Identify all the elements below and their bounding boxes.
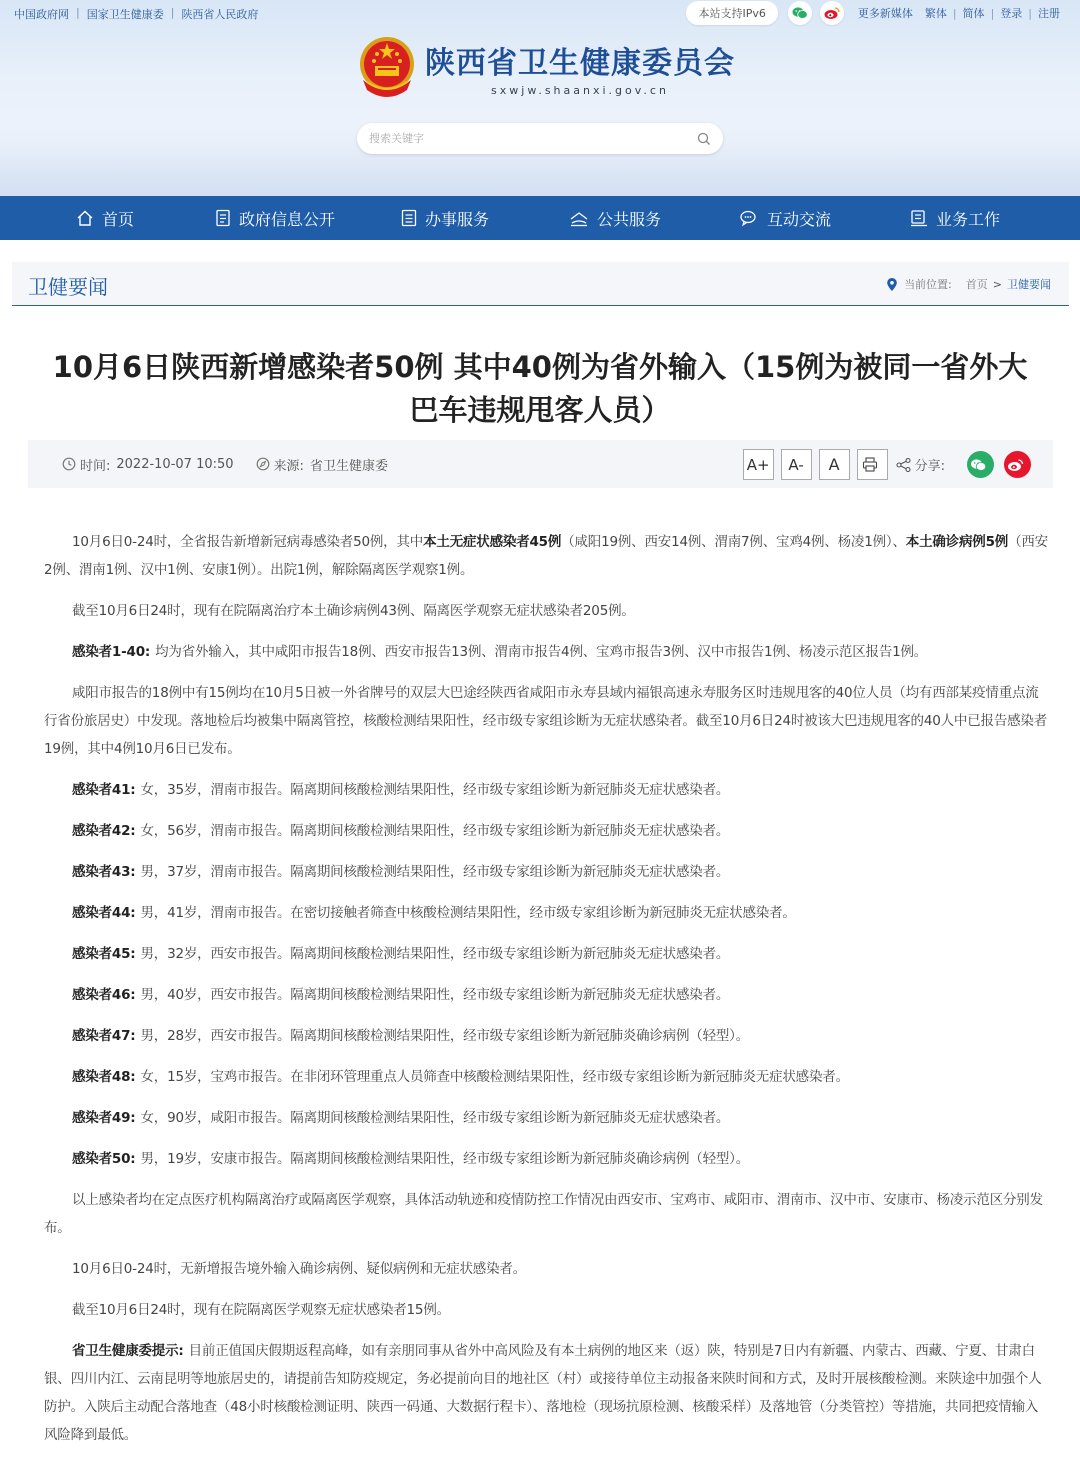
share-weibo-button[interactable] — [1004, 451, 1031, 478]
case-label: 感染者48: — [72, 1069, 136, 1085]
nav-label: 首页 — [101, 209, 134, 229]
case-paragraph — [44, 1104, 1050, 1132]
source-label: 来源: — [273, 458, 304, 474]
nav-item-business[interactable] — [870, 196, 1040, 240]
case-label: 感染者47: — [72, 1028, 136, 1044]
time-value: 2022-10-07 10:50 — [116, 456, 234, 472]
paragraph: 咸阳市报告的18例中有15例均在10月5日被一外省牌号的双层大巴途经陕西省咸阳市永寿县域内福银高速永寿服务区时违规甩客的40位人员（均有西部某疫情重点流行省份旅居史）中发现。落地检后均被集中隔离管控，核酸检测结果阳性，经市级专家组诊断为无症状感染者。截至10月6日24时被该大巴违规甩客的40人中已报告感染者19例，其中4例10月6日已发布。 — [44, 685, 1048, 757]
main-nav — [0, 196, 1080, 240]
column-bar — [12, 262, 1069, 306]
link-login[interactable]: 登录 — [1000, 7, 1023, 20]
link-nhc[interactable]: 国家卫生健康委 — [86, 8, 164, 21]
case-paragraph — [44, 899, 1050, 927]
case-paragraph — [44, 858, 1050, 886]
paragraph: 截至10月6日24时，现有在院隔离医学观察无症状感染者15例。 — [72, 1302, 450, 1318]
text: 目前正值国庆假期返程高峰，如有亲朋同事从省外中高风险及有本土病例的地区来（返）陕，特别是7日内有新疆、内蒙古、西藏、宁夏、甘肃白银、四川内江、云南昆明等地旅居史的，请提前告知防疫规定，务必提前向目的地社区（村）或接待单位主动报备来陕时间和方式，及时开展核酸检测。来陕途中加强个人防护。入陕后主动配合落地查（48小时核酸检测证明、陕西一码通、大数据行程卡）、落地检（现场抗原检测、核酸采样）及落地管（分类管控）等措施，共同把疫情输入风险降到最低。 — [44, 1343, 1042, 1443]
breadcrumb-separator: > — [992, 277, 1002, 291]
site-title-block — [425, 38, 735, 97]
nav-label: 公共服务 — [596, 209, 661, 229]
case-paragraph — [44, 817, 1050, 845]
separator: | — [990, 6, 995, 20]
nav-item-home[interactable] — [20, 196, 190, 240]
link-simplified[interactable]: 简体 — [962, 7, 985, 20]
site-logo[interactable] — [355, 34, 735, 100]
time-label: 时间: — [80, 458, 111, 474]
font-increase-label: A+ — [746, 455, 770, 474]
case-label: 感染者46: — [72, 987, 136, 1003]
separator: | — [170, 6, 175, 19]
print-button[interactable] — [857, 449, 888, 480]
case-text: 女，15岁，宝鸡市报告。在非闭环管理重点人员筛查中核酸检测结果阳性，经市级专家组诊断为新冠肺炎无症状感染者。 — [140, 1069, 849, 1085]
case-text: 男，37岁，渭南市报告。隔离期间核酸检测结果阳性，经市级专家组诊断为新冠肺炎无症状感染者。 — [140, 864, 730, 880]
case-text: 女，56岁，渭南市报告。隔离期间核酸检测结果阳性，经市级专家组诊断为新冠肺炎无症状感染者。 — [140, 823, 730, 839]
case-label: 感染者43: — [72, 864, 136, 880]
link-more-media[interactable]: 更多新媒体 — [857, 7, 913, 20]
separator: | — [952, 6, 957, 20]
top-right-bar — [686, 1, 1066, 25]
case-label: 感染者44: — [72, 905, 136, 921]
nav-item-services[interactable] — [360, 196, 530, 240]
list-icon — [401, 209, 417, 227]
search-input[interactable] — [369, 132, 697, 145]
case-paragraph — [44, 1022, 1050, 1050]
bold-text: 感染者1-40: — [72, 644, 151, 660]
article-tools — [736, 449, 1031, 480]
home-icon — [76, 209, 94, 227]
public-service-icon — [569, 209, 589, 227]
national-emblem-icon — [355, 34, 419, 100]
ipv6-badge: 本站支持IPv6 — [686, 1, 777, 25]
site-title: 陕西省卫生健康委员会 — [425, 45, 735, 81]
case-paragraph — [44, 776, 1050, 804]
paragraph-tip — [44, 1337, 1050, 1449]
case-text: 女，35岁，渭南市报告。隔离期间核酸检测结果阳性，经市级专家组诊断为新冠肺炎无症状感染者。 — [140, 782, 730, 798]
article-source — [256, 455, 388, 474]
font-decrease-button[interactable] — [781, 449, 812, 480]
breadcrumb — [886, 276, 1051, 292]
bold-text: 本土无症状感染者45例 — [423, 534, 562, 550]
article-meta — [28, 440, 1053, 488]
case-text: 男，19岁，安康市报告。隔离期间核酸检测结果阳性，经市级专家组诊断为新冠肺炎确诊病例（轻型）。 — [140, 1151, 750, 1167]
case-text: 男，41岁，渭南市报告。在密切接触者筛查中核酸检测结果阳性，经市级专家组诊断为新冠肺炎无症状感染者。 — [140, 905, 796, 921]
breadcrumb-label: 当前位置: — [904, 278, 952, 291]
column-title: 卫健要闻 — [28, 275, 108, 299]
nav-item-interaction[interactable] — [700, 196, 870, 240]
case-label: 感染者49: — [72, 1110, 136, 1126]
weibo-icon — [1007, 458, 1024, 472]
case-label: 感染者45: — [72, 946, 136, 962]
compass-icon — [256, 457, 270, 471]
top-links — [14, 6, 258, 22]
case-paragraph — [44, 1145, 1050, 1173]
nav-label: 业务工作 — [935, 209, 1000, 229]
wechat-icon — [970, 458, 987, 472]
share-label: 分享: — [914, 459, 945, 474]
case-label: 感染者50: — [72, 1151, 136, 1167]
share-block — [896, 455, 945, 474]
link-register[interactable]: 注册 — [1038, 7, 1060, 20]
search-box — [357, 123, 723, 154]
paragraph: 10月6日0-24时，无新增报告境外输入确诊病例、疑似病例和无症状感染者。 — [72, 1261, 527, 1277]
link-shaanxi-gov[interactable]: 陕西省人民政府 — [181, 8, 259, 21]
briefcase-icon — [910, 209, 928, 227]
share-wechat-button[interactable] — [967, 451, 994, 478]
case-text: 男，32岁，西安市报告。隔离期间核酸检测结果阳性，经市级专家组诊断为新冠肺炎无症状感染者。 — [140, 946, 730, 962]
case-paragraph — [44, 1063, 1050, 1091]
site-domain: sxwjw.shaanxi.gov.cn — [491, 83, 669, 97]
case-text: 男，28岁，西安市报告。隔离期间核酸检测结果阳性，经市级专家组诊断为新冠肺炎确诊病例（轻型）。 — [140, 1028, 750, 1044]
separator: | — [76, 6, 80, 19]
breadcrumb-current[interactable]: 卫健要闻 — [1007, 278, 1051, 291]
chat-icon — [739, 209, 759, 227]
search-icon[interactable] — [697, 132, 711, 146]
nav-label: 互动交流 — [766, 209, 831, 229]
paragraph: 以上感染者均在定点医疗机构隔离治疗或隔离医学观察，具体活动轨迹和疫情防控工作情况由西安市、宝鸡市、咸阳市、渭南市、汉中市、安康市、杨凌示范区分别发布。 — [44, 1192, 1043, 1236]
nav-item-public-services[interactable] — [530, 196, 700, 240]
text: 均为省外输入，其中咸阳市报告18例、西安市报告13例、渭南市报告4例、宝鸡市报告3例、汉中市报告1例、杨凌示范区报告1例。 — [155, 644, 928, 660]
nav-item-gov-info[interactable] — [190, 196, 360, 240]
case-label: 感染者41: — [72, 782, 136, 798]
document-icon — [215, 209, 231, 227]
nav-label: 办事服务 — [424, 209, 489, 229]
text: 10月6日0-24时，全省报告新增新冠病毒感染者50例，其中 — [72, 534, 424, 550]
link-gov-cn[interactable]: 中国政府网 — [14, 8, 69, 21]
paragraph — [44, 638, 1050, 666]
printer-icon — [862, 457, 878, 472]
text: （西安2例、渭南1例、汉中1例、安康1例）。出院1例，解除隔离医学观察1例。 — [44, 534, 1048, 578]
paragraph-summary — [44, 528, 1050, 584]
publish-time — [62, 455, 234, 474]
nav-label: 政府信息公开 — [238, 209, 335, 229]
link-traditional[interactable]: 繁体 — [924, 7, 947, 20]
clock-icon — [62, 457, 76, 471]
text: （咸阳19例、西安14例、渭南7例、宝鸡4例、杨凌1例）、 — [561, 534, 906, 550]
font-reset-label: A — [828, 455, 840, 474]
separator: | — [1028, 6, 1032, 20]
article-title: 10月6日陕西新增感染者50例 其中40例为省外输入（15例为被同一省外大巴车违规甩客人员） — [52, 350, 1028, 427]
article-body — [44, 528, 1050, 1462]
source-value: 省卫生健康委 — [309, 458, 388, 474]
case-label: 感染者42: — [72, 823, 136, 839]
font-increase-button[interactable] — [743, 449, 774, 480]
font-reset-button[interactable] — [819, 449, 850, 480]
bold-text: 省卫生健康委提示: — [72, 1343, 184, 1359]
font-decrease-label: A- — [788, 455, 804, 474]
case-paragraph — [44, 940, 1050, 968]
location-pin-icon — [886, 277, 898, 292]
case-text: 男，40岁，西安市报告。隔离期间核酸检测结果阳性，经市级专家组诊断为新冠肺炎无症状感染者。 — [140, 987, 730, 1003]
share-icon — [896, 458, 912, 472]
case-text: 女，90岁，咸阳市报告。隔离期间核酸检测结果阳性，经市级专家组诊断为新冠肺炎无症状感染者。 — [140, 1110, 730, 1126]
site-header — [0, 0, 1080, 196]
case-paragraph — [44, 981, 1050, 1009]
paragraph: 截至10月6日24时，现有在院隔离治疗本土确诊病例43例、隔离医学观察无症状感染者205例。 — [72, 603, 635, 619]
breadcrumb-home[interactable]: 首页 — [965, 278, 988, 291]
wechat-icon[interactable] — [788, 1, 812, 25]
weibo-icon[interactable] — [820, 1, 844, 25]
bold-text: 本土确诊病例5例 — [905, 534, 1009, 550]
